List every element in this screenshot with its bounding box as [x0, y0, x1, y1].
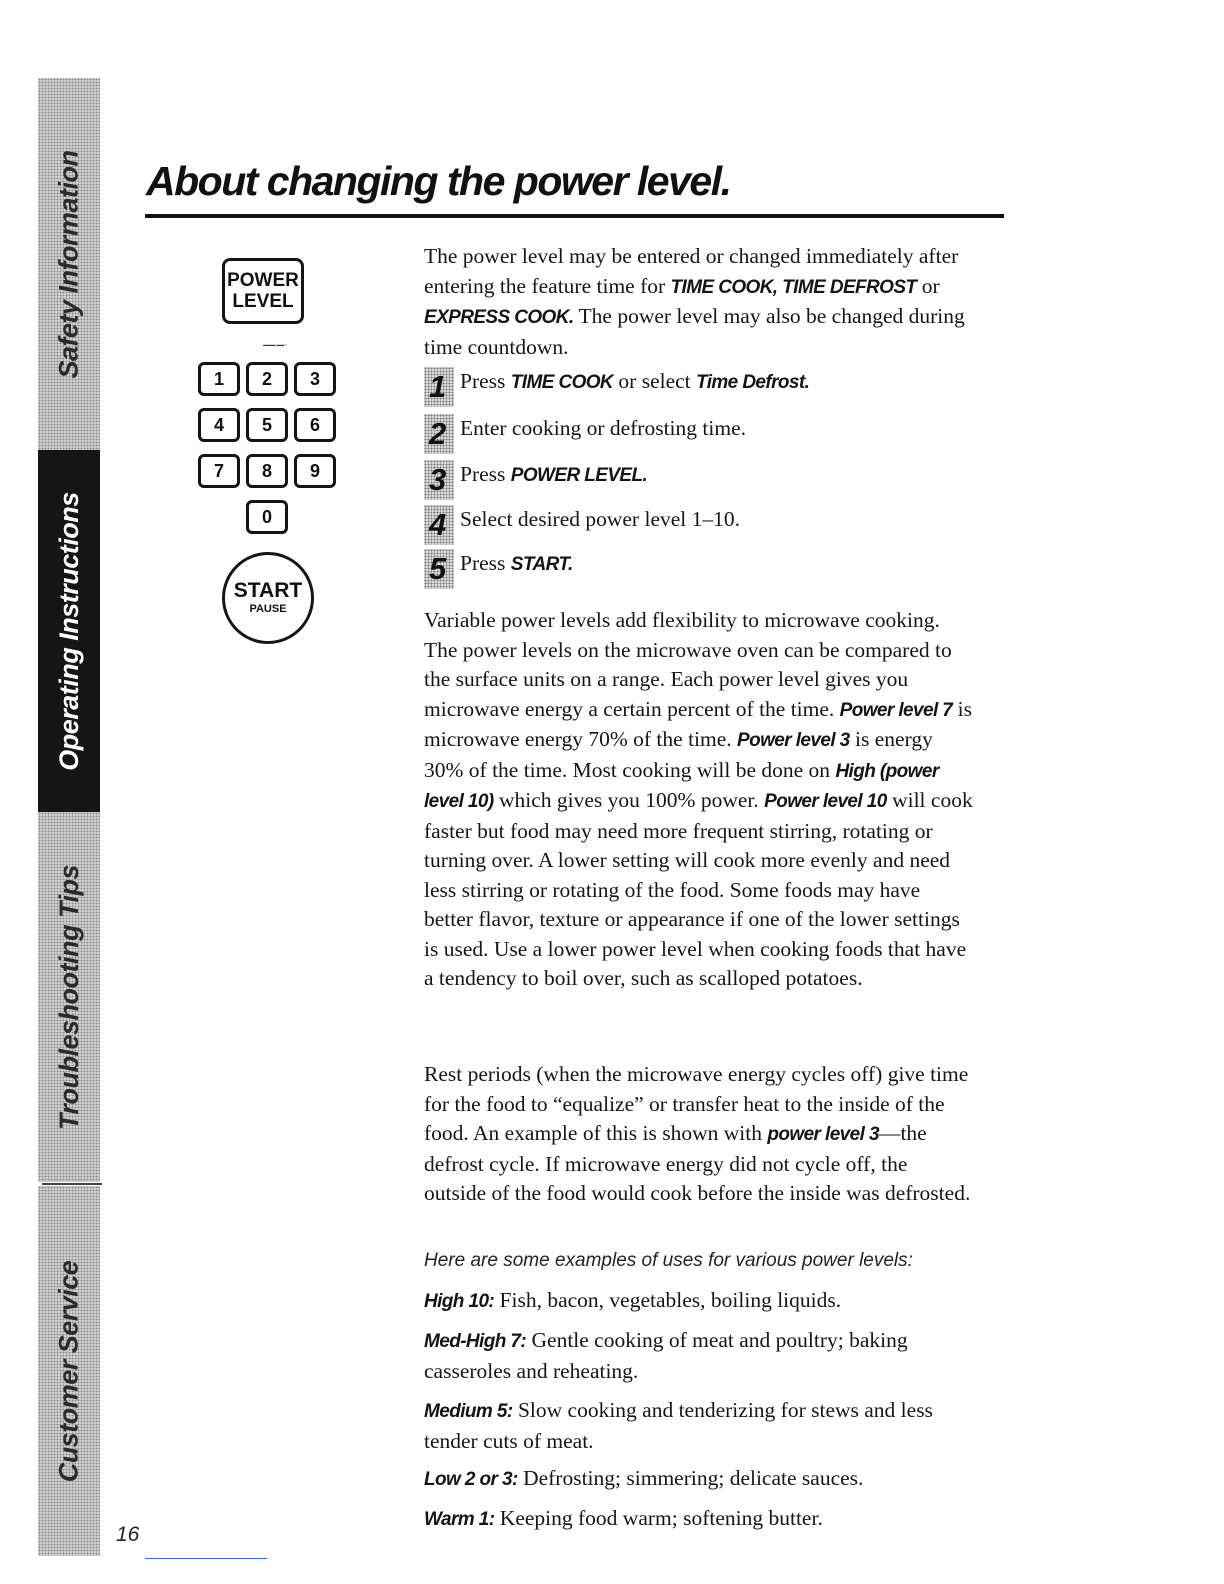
- intro-paragraph: [424, 242, 974, 362]
- example-label: Medium 5:: [424, 1401, 513, 1422]
- title-rule: [145, 214, 985, 218]
- step-text-part: Press: [460, 462, 511, 486]
- paragraph-text: which gives you 100% power.: [493, 788, 765, 812]
- side-tab-strip: [0, 0, 100, 1584]
- step-keyword: TIME COOK: [510, 372, 614, 393]
- number-key-0: 0: [246, 500, 288, 534]
- start-key-label: START: [233, 579, 303, 602]
- example-label: Low 2 or 3:: [424, 1469, 518, 1490]
- example-text: Keeping food warm; softening butter.: [494, 1506, 823, 1530]
- side-tab-safety-information[interactable]: [38, 78, 100, 450]
- step-keyword: Time Defrost.: [696, 372, 810, 393]
- examples-heading: Here are some examples of uses for various power levels:: [424, 1250, 913, 1271]
- side-tab-label: Operating Instructions: [53, 491, 84, 771]
- step-number: 2: [429, 416, 447, 451]
- step-number-badge: [424, 549, 454, 589]
- intro-text: The power level may be entered or changed immediately after entering the feature time for: [424, 244, 959, 298]
- example-label: Med-High 7:: [424, 1331, 527, 1352]
- paragraph-text: Rest periods (when the microwave energy cycles off) give time for the food to “equalize” or transfer heat to the inside of the food. An example of this is shown with: [424, 1062, 969, 1145]
- step-3: [424, 460, 647, 500]
- step-number: 1: [429, 369, 447, 404]
- step-number: 3: [429, 462, 447, 497]
- paragraph-text: Variable power levels add flexibility to microwave cooking. The power levels on the microwave oven can be compared to the surface units on a range. Each power level gives you microwave energy a certain percent of the time.: [424, 608, 952, 721]
- number-key-1: 1: [198, 362, 240, 396]
- number-key-6: 6: [294, 408, 336, 442]
- step-keyword: START.: [510, 554, 573, 575]
- number-key-7: 7: [198, 454, 240, 488]
- step-number-badge: [424, 367, 454, 407]
- step-text-part: Press: [460, 551, 511, 575]
- number-key-5: 5: [246, 408, 288, 442]
- intro-keyword: EXPRESS COOK.: [424, 307, 574, 328]
- step-text-part: or select: [613, 369, 697, 393]
- number-key-2: 2: [246, 362, 288, 396]
- example-medium: [424, 1396, 974, 1456]
- step-number-badge: [424, 460, 454, 500]
- paragraph-keyword: Power level 7: [839, 699, 953, 721]
- step-text: [460, 414, 746, 442]
- step-text-part: Press: [460, 369, 511, 393]
- paragraph-keyword: High (power level 10): [424, 760, 939, 812]
- number-key-3: 3: [294, 362, 336, 396]
- pause-key-label: PAUSE: [249, 603, 287, 615]
- tab-divider: [42, 1183, 102, 1185]
- step-text: [460, 549, 573, 579]
- example-warm: [424, 1504, 974, 1535]
- title-rule-tick: [984, 214, 1004, 218]
- step-1: [424, 367, 809, 407]
- paragraph-text: will cook faster but food may need more frequent stirring, rotating or turning over. A lower setting will cook more evenly and need less stirring or rotating of the food. Some foods may have better flavor, texture or appearance if one of the lower settings is used. Use a lower power level when cooking foods that have a tendency to boil over, such as scalloped potatoes.: [424, 788, 973, 990]
- example-text: Fish, bacon, vegetables, boiling liquids.: [494, 1288, 842, 1312]
- step-number-badge: [424, 414, 454, 454]
- step-text-part: Select desired power level 1–10.: [460, 507, 741, 531]
- step-number: 5: [429, 551, 447, 586]
- step-text: [460, 505, 740, 533]
- power-key-line2: LEVEL: [232, 291, 294, 312]
- example-label: Warm 1:: [424, 1509, 495, 1530]
- example-label: High 10:: [424, 1291, 495, 1312]
- side-tab-label: Troubleshooting Tips: [53, 864, 84, 1130]
- paragraph-text: is energy 30% of the time. Most cooking will be done on: [424, 727, 933, 782]
- intro-text: The power level may also be changed during time countdown.: [424, 304, 965, 359]
- step-4: [424, 505, 740, 545]
- example-med-high: [424, 1326, 974, 1386]
- paragraph-text: is microwave energy 70% of the time.: [424, 696, 972, 751]
- side-tab-operating-instructions[interactable]: [38, 450, 100, 812]
- example-high: [424, 1286, 974, 1317]
- side-tab-customer-service[interactable]: [38, 1186, 100, 1556]
- step-text: [460, 460, 647, 490]
- step-2: [424, 414, 746, 454]
- footer-line: [145, 1558, 267, 1559]
- number-key-9: 9: [294, 454, 336, 488]
- start-pause-key: [222, 552, 314, 644]
- side-tab-label: Safety Information: [53, 149, 84, 379]
- paragraph-keyword: Power level 10: [764, 791, 887, 812]
- page-title: About changing the power level.: [146, 158, 731, 204]
- keypad-illustration: [190, 250, 360, 650]
- intro-keyword: TIME COOK, TIME DEFROST: [670, 276, 917, 298]
- power-key-line1: POWER: [227, 270, 299, 291]
- paragraph-text: —the defrost cycle. If microwave energy did not cycle off, the outside of the food would cook before the inside was defrosted.: [424, 1121, 971, 1205]
- power-level-key: [222, 258, 304, 324]
- example-text: Gentle cooking of meat and poultry; baking casseroles and reheating.: [424, 1328, 908, 1383]
- example-low: [424, 1464, 974, 1495]
- number-key-4: 4: [198, 408, 240, 442]
- step-text: [460, 367, 809, 397]
- step-number: 4: [429, 507, 447, 542]
- paragraph-keyword: Power level 3: [737, 730, 850, 751]
- page-number: 16: [116, 1523, 140, 1546]
- step-number-badge: [424, 505, 454, 545]
- number-key-8: 8: [246, 454, 288, 488]
- step-text-part: Enter cooking or defrosting time.: [460, 416, 746, 440]
- variable-power-paragraph: [424, 606, 974, 994]
- step-5: [424, 549, 573, 589]
- intro-text: or: [916, 273, 940, 298]
- side-tab-label: Customer Service: [53, 1260, 84, 1482]
- side-tab-troubleshooting-tips[interactable]: [38, 812, 100, 1182]
- step-keyword: POWER LEVEL.: [510, 465, 648, 486]
- example-text: Defrosting; simmering; delicate sauces.: [517, 1466, 864, 1490]
- keypad-caption-mark: ▬▬▬ ▬▬ ▪: [263, 342, 287, 347]
- paragraph-keyword: power level 3: [767, 1124, 879, 1145]
- rest-periods-paragraph: [424, 1060, 974, 1209]
- example-text: Slow cooking and tenderizing for stews and less tender cuts of meat.: [424, 1398, 933, 1453]
